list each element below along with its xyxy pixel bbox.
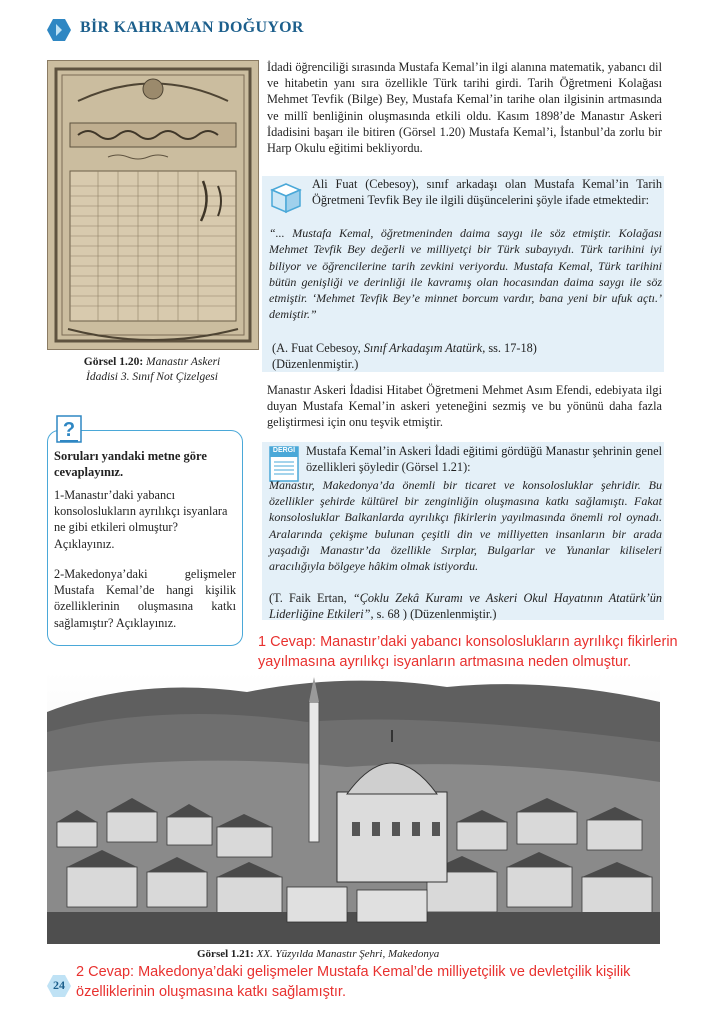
svg-text:?: ? — [62, 419, 76, 441]
question-mark-icon — [55, 414, 85, 444]
box1-edited: (Düzenlenmiştir.) — [272, 357, 359, 372]
box2-source — [269, 590, 662, 622]
box1-intro: Ali Fuat (Cebesoy), sınıf arkadaşı olan Mustafa Kemal’in Tarih Öğretmeni Tevfik Bey ile ilgili düşüncelerini şöyle ifade etmektedir: — [312, 177, 662, 208]
figure-1-21-label: Görsel 1.21: — [197, 948, 254, 960]
box2-source-title: “Çoklu Zekâ Kuramı ve Askeri Okul Hayatının Atatürk’ün Liderliğine Etkileri” — [269, 591, 663, 622]
paragraph-2: Manastır Askeri İdadisi Hitabet Öğretmeni Mehmet Asım Efendi, edebiyata ilgi duyan Mustafa Kemal’in askeri yeteneğini sezmiş ve bu yönünü daha fazla geliştirmesi için onu teşvik etmiştir. — [267, 383, 662, 430]
books-icon — [268, 180, 304, 216]
manastir-city-photo — [47, 672, 660, 944]
page-header-title: BİR KAHRAMAN DOĞUYOR — [80, 19, 304, 36]
header-hexagon-icon — [47, 18, 71, 42]
figure-1-20-label: Görsel 1.20: — [83, 356, 144, 368]
box1-source-prefix: (A. Fuat Cebesoy, — [272, 341, 361, 355]
grade-chart-image — [47, 60, 259, 350]
box2-source-prefix: (T. Faik Ertan, — [269, 591, 347, 605]
paragraph-1: İdadi öğrenciliği sırasında Mustafa Kemal’in ilgi alanına matematik, yabancı dil ve hitabetin yanı sıra özellikle Türk tarihi girdi. Tarih Öğretmeni Kolağası Mehmet Tevfik (Bilge) Bey, Mustafa Kemal’in tarihe olan ilgisinin artmasında ve millî benliğinin oluşmasında etkili oldu. Kasım 1898’de Manastır Askeri İdadisini başarı ile bitiren (Görsel 1.20) Mustafa Kemal’i, İstanbul’da zorlu bir Harp Okulu eğitimi bekliyordu. — [267, 60, 662, 156]
question-1: 1-Manastır’daki yabancı konsoloslukların ayrılıkçı isyanlara ne gibi etkileri olmuştur? Açıklayınız. — [54, 488, 228, 551]
figure-1-20-caption — [47, 355, 257, 385]
page-number: 24 — [53, 978, 65, 992]
question-2: 2-Makedonya’daki gelişmeler Mustafa Kemal’de hangi kişilik özelliklerinin oluşmasına katkı sağlamıştır? Açıklayınız. — [54, 567, 236, 630]
magazine-icon-label: DERGİ — [272, 447, 296, 454]
figure-1-21-text: XX. Yüzyılda Manastır Şehri, Makedonya — [256, 948, 440, 960]
answer-2: 2 Cevap: Makedonya’daki gelişmeler Mustafa Kemal’de milliyetçilik ve devletçilik kişilik özelliklerinin oluşmasına katkı sağlamıştır. — [76, 964, 631, 1000]
box2-quote: Manastır, Makedonya’da önemli bir ticaret ve konsolosluklar şehridir. Bu özellikler şehirde kültürel bir zenginliğin oluşmasına katkı sağlamıştı. Fakat konsolosluklar Balkanlarda ayrılıkçı fikirlerin yayılmasında önemli rol oynadı. Aralarında çekişme bulunan çeşitli din ve milliyetten insanların bir arada yaşadığı Manastır’da özellikle Sırplar, Bulgarlar ve Yunanlar kiliseleri aracılığıyla bölgeye hâkim olmak istiyordu. — [269, 478, 662, 574]
box2-intro: Mustafa Kemal’in Askeri İdadi eğitimi gördüğü Manastır şehrinin genel özellikleri şöyledir (Görsel 1.21): — [306, 444, 662, 475]
figure-1-20-text-1: Manastır Askeri — [146, 356, 221, 368]
box1-source — [272, 340, 662, 372]
questions-heading: Soruları yandaki metne göre cevaplayınız. — [54, 449, 207, 480]
box1-quote: “... Mustafa Kemal, öğretmeninden daima saygı ile söz etmiştir. Kolağası Mehmet Tevfik Bey değerli ve milliyetçi bir Türk subayıydı. Türk tarihini iyi biliyor ve öğrencilerine tarih zevkini veriyordu. Mustafa Kemal, Türk tarihini bütün genişliği ve derinliği ile kavramış olan hocasından daima saygı ile söz etmiştir. ‘Mehmet Tevfik Bey’e minnet borcum vardır, bana yeni bir ufuk açtı.’ demiştir.” — [269, 226, 662, 322]
answer-1: 1 Cevap: Manastır’daki yabancı konsoloslukların ayrılıkçı fikirlerin yayılmasına ayrılıkçı isyanların artmasına neden olmuştur. — [258, 634, 678, 670]
box1-source-title: Sınıf Arkadaşım Atatürk — [363, 341, 483, 355]
box2-source-suffix: , s. 68 ) (Düzenlenmiştir.) — [370, 607, 497, 622]
figure-1-20-text-2: İdadisi 3. Sınıf Not Çizelgesi — [86, 371, 218, 383]
figure-1-21-caption — [197, 947, 597, 962]
box1-source-suffix: , ss. 17-18) — [482, 341, 537, 355]
